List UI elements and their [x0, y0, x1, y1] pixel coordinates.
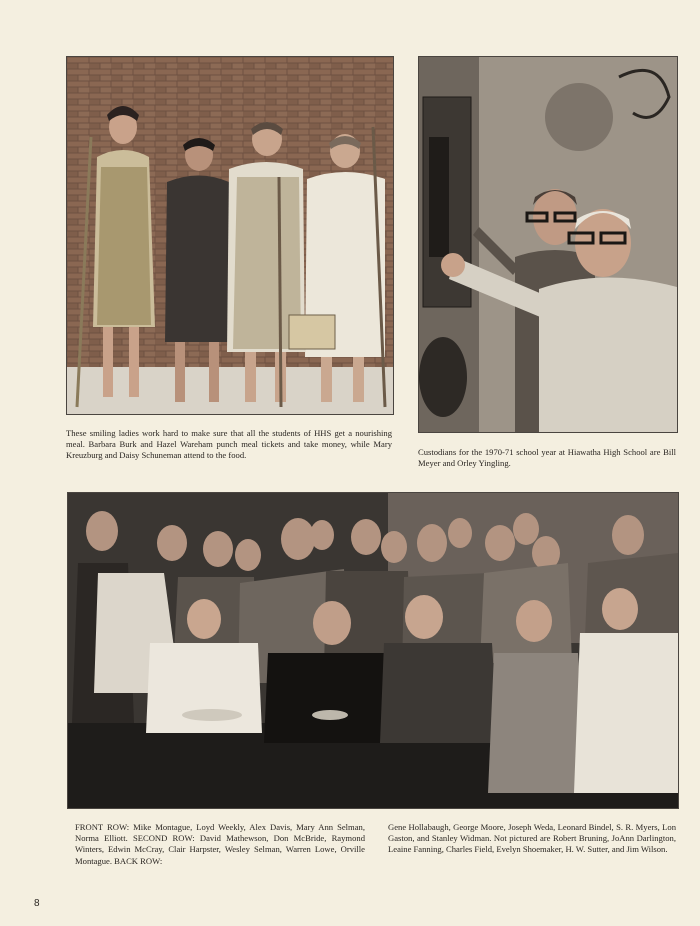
custodians-photo	[418, 56, 678, 433]
page-number: 8	[34, 898, 40, 909]
group-caption-left: FRONT ROW: Mike Montague, Loyd Weekly, Alex Davis, Mary Ann Selman, Norma Elliott. SECOND ROW: David Mathewson, Don McBride, Raymond Winters, Edwin McCray, Clair Harpster, Wesley Selman, Warren Lowe, Orville Montague. BACK ROW:	[75, 822, 365, 866]
group-photo	[67, 492, 679, 809]
group-caption-right: Gene Hollabaugh, George Moore, Joseph Weda, Leonard Bindel, S. R. Myers, Lon Gaston, and Stanley Widman. Not pictured are Robert Bruning, JoAnn Darlington, Leaine Fanning, Charles Field, Evelyn Shoemaker, H. W. Sutter, and Jim Wilson.	[388, 822, 676, 855]
custodians-photo-image	[419, 57, 677, 432]
custodians-caption: Custodians for the 1970-71 school year at Hiawatha High School are Bill Meyer and Orley Yingling.	[418, 447, 676, 469]
group-photo-image	[68, 493, 678, 808]
cooks-photo-image	[67, 57, 393, 414]
cooks-photo	[66, 56, 394, 415]
cooks-caption: These smiling ladies work hard to make sure that all the students of HHS get a nourishing meal. Barbara Burk and Hazel Wareham punch meal tickets and take money, while Mary Kreuzburg and Daisy Schuneman attend to the food.	[66, 428, 392, 461]
